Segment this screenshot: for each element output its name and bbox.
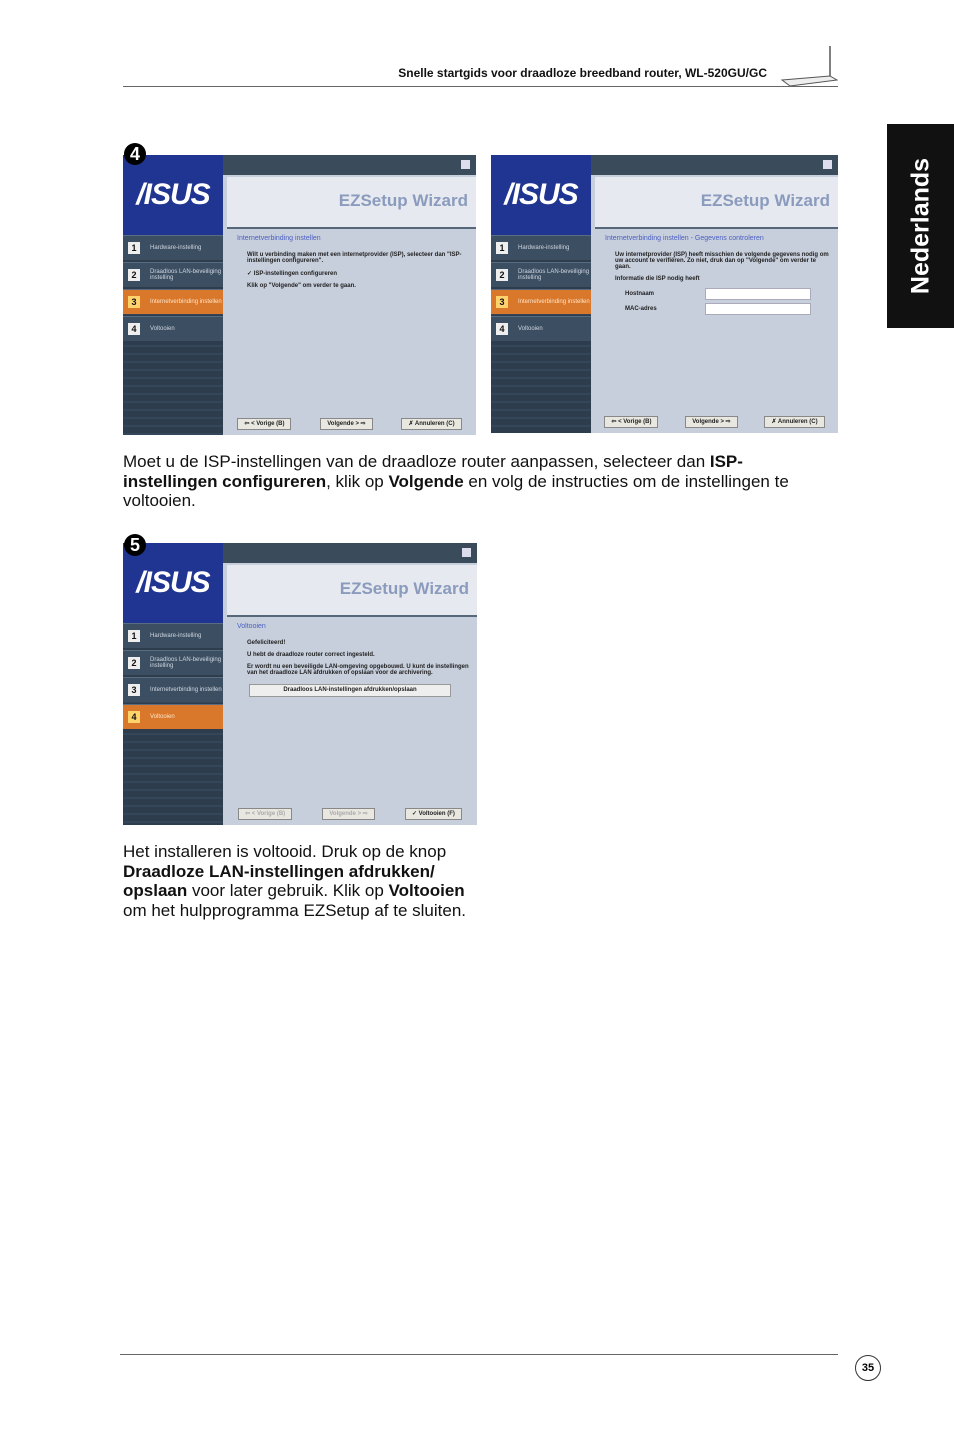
form-field: [625, 288, 830, 300]
wizard-sidebar: [123, 155, 223, 435]
footer-rule: [120, 1354, 838, 1355]
step-label: Internetverbinding instellen: [150, 299, 222, 305]
wizard-screenshot-isp-choice: [123, 155, 476, 435]
wizard-titlebar: [591, 155, 838, 175]
step-label: Hardware-instelling: [150, 633, 202, 639]
step-label: Draadloos LAN-beveiliging instelling: [518, 269, 590, 281]
wizard-text: Informatie die ISP nodig heeft: [615, 276, 700, 282]
wizard-subtitle: Internetverbinding instellen: [237, 235, 321, 242]
step-number: 2: [128, 657, 140, 669]
step-label: Draadloos LAN-beveiliging instelling: [150, 657, 222, 669]
step-label: Hardware-instelling: [150, 245, 202, 251]
wizard-text: Uw internetprovider (ISP) heeft misschien de volgende gegevens nodig om uw account te verifiëren. Zo niet, druk dan op "Volgende" om verder te gaan.: [615, 252, 829, 270]
step-label: Draadloos LAN-beveiliging instelling: [150, 269, 222, 281]
wizard-step-1[interactable]: [123, 235, 223, 260]
field-label: MAC-adres: [625, 306, 657, 312]
step-label: Voltooien: [150, 714, 175, 720]
field-input[interactable]: [705, 288, 811, 300]
running-header: Snelle startgids voor draadloze breedband router, WL-520GU/GC: [398, 66, 767, 80]
wizard-screenshot-isp-details: [491, 155, 838, 433]
step-number: 4: [128, 323, 140, 335]
header-rule: [123, 86, 838, 87]
wizard-content: [237, 235, 468, 295]
next-button[interactable]: Volgende > ⇨: [322, 808, 374, 820]
step-label: Hardware-instelling: [518, 245, 570, 251]
wizard-text: Wilt u verbinding maken met een internetprovider (ISP), selecteer dan "ISP-instellingen configureren".: [247, 252, 462, 264]
wizard-step-4[interactable]: [491, 316, 591, 341]
next-button[interactable]: Volgende > ⇨: [320, 418, 372, 430]
wizard-buttons: [223, 808, 477, 820]
wizard-buttons: [223, 418, 476, 430]
step-badge: 5: [124, 534, 146, 556]
wizard-sidebar: [491, 155, 591, 433]
wizard-step-3[interactable]: [491, 289, 591, 314]
wizard-step-3[interactable]: [123, 677, 223, 702]
wizard-step-1[interactable]: [491, 235, 591, 260]
step-number: 3: [128, 684, 140, 696]
wizard-step-2[interactable]: [123, 650, 223, 675]
wizard-text: Er wordt nu een beveiligde LAN-omgeving opgebouwd. U kunt de instellingen van het draadloze LAN afdrukken of opslaan voor de archivering.: [247, 664, 469, 676]
finish-button[interactable]: ✓ Voltooien (F): [405, 808, 462, 820]
wizard-subtitle: Voltooien: [237, 623, 266, 630]
wizard-title: EZSetup Wizard: [339, 579, 469, 598]
wizard-step-2[interactable]: [123, 262, 223, 287]
step-label: Voltooien: [150, 326, 175, 332]
wizard-step-3[interactable]: [123, 289, 223, 314]
wizard-screenshot-finish: [123, 543, 477, 825]
bold-term: ISP-instellingen configureren: [123, 452, 743, 491]
text-run: om het hulpprogramma EZSetup af te sluiten.: [123, 900, 467, 920]
step-number: 1: [496, 242, 508, 254]
step-number: 1: [128, 242, 140, 254]
step-number: 3: [128, 296, 140, 308]
wizard-buttons: [591, 416, 838, 428]
wizard-header: [227, 177, 476, 229]
wizard-header: [595, 177, 838, 229]
wizard-content: [237, 623, 469, 697]
text-run: Moet u de ISP-instellingen van de draadloze router aanpassen, selecteer dan: [123, 452, 710, 471]
step-number: 2: [496, 269, 508, 281]
bold-term: Volgende: [388, 471, 464, 491]
form-field: [625, 303, 830, 315]
text-run: , klik op: [326, 471, 389, 491]
step-label: Internetverbinding instellen: [150, 687, 222, 693]
back-button[interactable]: ⇦ < Vorige (B): [604, 416, 658, 428]
wizard-step-2[interactable]: [491, 262, 591, 287]
field-label: Hostnaam: [625, 291, 655, 297]
back-button[interactable]: ⇦ < Vorige (B): [237, 418, 291, 430]
wizard-titlebar: [223, 155, 476, 175]
finish-button[interactable]: ✗ Annuleren (C): [401, 418, 461, 430]
wizard-sidebar: [123, 543, 223, 825]
field-input[interactable]: [705, 303, 811, 315]
wizard-text: Klik op "Volgende" om verder te gaan.: [247, 283, 356, 289]
step-number: 2: [128, 269, 140, 281]
step-badge: 4: [124, 143, 146, 165]
asus-logo: /ISUS: [123, 155, 223, 235]
page-number: 35: [855, 1355, 881, 1381]
text-run: Het installeren is voltooid. Druk op de knop: [123, 842, 447, 861]
step-number: 3: [496, 296, 508, 308]
wizard-step-4[interactable]: [123, 704, 223, 729]
print-save-button[interactable]: Draadloos LAN-instellingen afdrukken/opslaan: [249, 684, 451, 697]
router-icon: [780, 44, 838, 88]
wizard-title: EZSetup Wizard: [700, 191, 830, 210]
close-icon[interactable]: [823, 160, 832, 169]
wizard-step-4[interactable]: [123, 316, 223, 341]
bold-term: Draadloze LAN-instellingen afdrukken/ opslaan: [123, 861, 435, 900]
step-5-instructions: [123, 842, 483, 920]
asus-logo: /ISUS: [123, 543, 223, 623]
wizard-content: [605, 235, 830, 318]
step-number: 4: [128, 711, 140, 723]
back-button[interactable]: ⇦ < Vorige (B): [238, 808, 292, 820]
wizard-text: ✓ ISP-instellingen configureren: [247, 271, 338, 277]
wizard-titlebar: [223, 543, 477, 563]
wizard-text: U hebt de draadloze router correct ingesteld.: [247, 652, 375, 658]
step-number: 1: [128, 630, 140, 642]
close-icon[interactable]: [462, 548, 471, 557]
step-label: Internetverbinding instellen: [518, 299, 590, 305]
text-run: en volg de instructies om de instellingen te voltooien.: [123, 471, 789, 510]
text-run: voor later gebruik. Klik op: [187, 881, 389, 900]
bold-term: Voltooien: [388, 881, 465, 900]
wizard-title: EZSetup Wizard: [338, 191, 468, 210]
next-button[interactable]: Volgende > ⇨: [685, 416, 737, 428]
step-label: Voltooien: [518, 326, 543, 332]
language-label: Nederlands: [906, 157, 934, 295]
asus-logo: /ISUS: [491, 155, 591, 235]
finish-button[interactable]: ✗ Annuleren (C): [764, 416, 824, 428]
step-number: 4: [496, 323, 508, 335]
wizard-step-1[interactable]: [123, 623, 223, 648]
close-icon[interactable]: [461, 160, 470, 169]
step-4-instructions: [123, 452, 813, 511]
wizard-text: Gefeliciteerd!: [247, 640, 286, 646]
wizard-header: [227, 565, 477, 617]
language-tab: [887, 124, 954, 328]
wizard-subtitle: Internetverbinding instellen - Gegevens controleren: [605, 235, 764, 242]
